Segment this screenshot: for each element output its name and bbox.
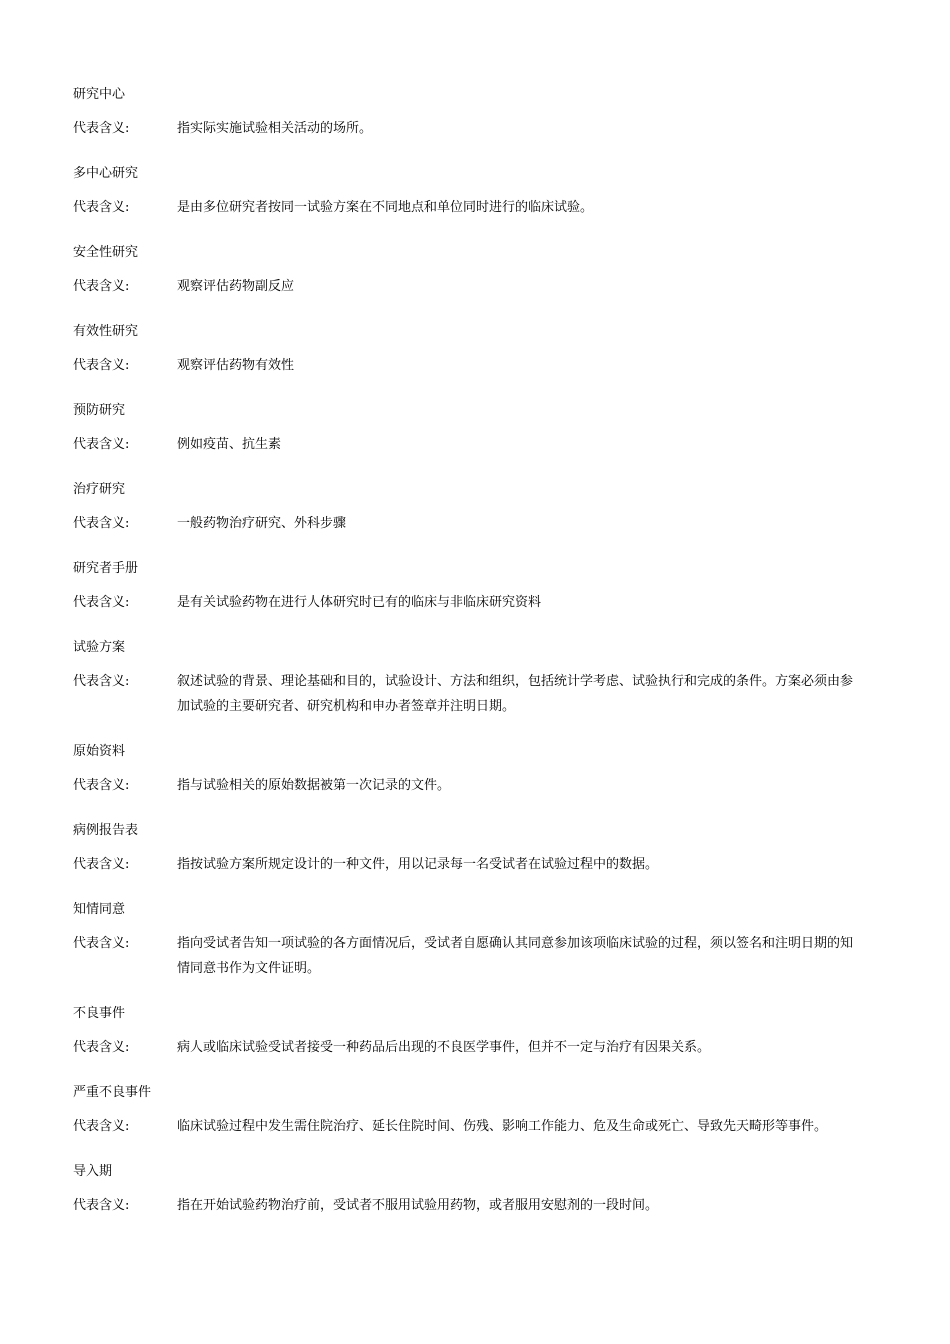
glossary-entry — [73, 86, 853, 141]
definition-text: 是有关试验药物在进行人体研究时已有的临床与非临床研究资料 — [177, 595, 542, 610]
term-title: 研究中心 — [73, 87, 126, 102]
glossary-entry — [73, 822, 853, 877]
glossary-entry — [73, 639, 853, 719]
definition-text: 指实际实施试验相关活动的场所。 — [177, 121, 373, 136]
definition-label: 代表含义: — [73, 936, 130, 951]
term-title: 试验方案 — [73, 640, 126, 655]
glossary-entry — [73, 901, 853, 981]
term-title: 多中心研究 — [73, 166, 139, 181]
glossary-entry — [73, 1005, 853, 1060]
definition-text: 指向受试者告知一项试验的各方面情况后，受试者自愿确认其同意参加该项临床试验的过程，须以签名和注明日期的知情同意书作为文件证明。 — [177, 936, 854, 976]
definition-label: 代表含义: — [73, 778, 130, 793]
definition-text: 观察评估药物副反应 — [177, 279, 295, 294]
definition-label: 代表含义: — [73, 1040, 130, 1055]
definition-label: 代表含义: — [73, 1198, 130, 1213]
definition-label: 代表含义: — [73, 358, 130, 373]
definition-text: 临床试验过程中发生需住院治疗、延长住院时间、伤残、影响工作能力、危及生命或死亡、导致先天畸形等事件。 — [177, 1119, 828, 1134]
term-title: 安全性研究 — [73, 245, 139, 260]
definition-text: 指与试验相关的原始数据被第一次记录的文件。 — [177, 778, 451, 793]
term-title: 严重不良事件 — [73, 1085, 152, 1100]
term-title: 有效性研究 — [73, 324, 139, 339]
glossary-entry — [73, 165, 853, 220]
definition-label: 代表含义: — [73, 595, 130, 610]
definition-label: 代表含义: — [73, 437, 130, 452]
term-title: 导入期 — [73, 1164, 113, 1179]
definition-text: 一般药物治疗研究、外科步骤 — [177, 516, 347, 531]
term-title: 不良事件 — [73, 1006, 126, 1021]
definition-text: 叙述试验的背景、理论基础和目的，试验设计、方法和组织，包括统计学考虑、试验执行和完成的条件。方案必须由参加试验的主要研究者、研究机构和申办者签章并注明日期。 — [177, 674, 854, 714]
definition-label: 代表含义: — [73, 516, 130, 531]
definition-label: 代表含义: — [73, 279, 130, 294]
glossary-list — [73, 86, 853, 1242]
term-title: 预防研究 — [73, 403, 126, 418]
term-title: 知情同意 — [73, 902, 126, 917]
term-title: 病例报告表 — [73, 823, 139, 838]
glossary-entry — [73, 1084, 853, 1139]
definition-label: 代表含义: — [73, 1119, 130, 1134]
glossary-entry — [73, 1163, 853, 1218]
definition-text: 指按试验方案所规定设计的一种文件，用以记录每一名受试者在试验过程中的数据。 — [177, 857, 659, 872]
term-title: 治疗研究 — [73, 482, 126, 497]
glossary-entry — [73, 560, 853, 615]
glossary-entry — [73, 743, 853, 798]
definition-text: 是由多位研究者按同一试验方案在不同地点和单位同时进行的临床试验。 — [177, 200, 594, 215]
glossary-entry — [73, 481, 853, 536]
term-title: 研究者手册 — [73, 561, 139, 576]
definition-text: 病人或临床试验受试者接受一种药品后出现的不良医学事件，但并不一定与治疗有因果关系。 — [177, 1040, 711, 1055]
glossary-entry — [73, 244, 853, 299]
definition-text: 指在开始试验药物治疗前，受试者不服用试验用药物，或者服用安慰剂的一段时间。 — [177, 1198, 659, 1213]
glossary-entry — [73, 323, 853, 378]
definition-label: 代表含义: — [73, 121, 130, 136]
term-title: 原始资料 — [73, 744, 126, 759]
definition-text: 例如疫苗、抗生素 — [177, 437, 282, 452]
glossary-entry — [73, 402, 853, 457]
definition-label: 代表含义: — [73, 857, 130, 872]
definition-label: 代表含义: — [73, 674, 130, 689]
definition-label: 代表含义: — [73, 200, 130, 215]
definition-text: 观察评估药物有效性 — [177, 358, 295, 373]
